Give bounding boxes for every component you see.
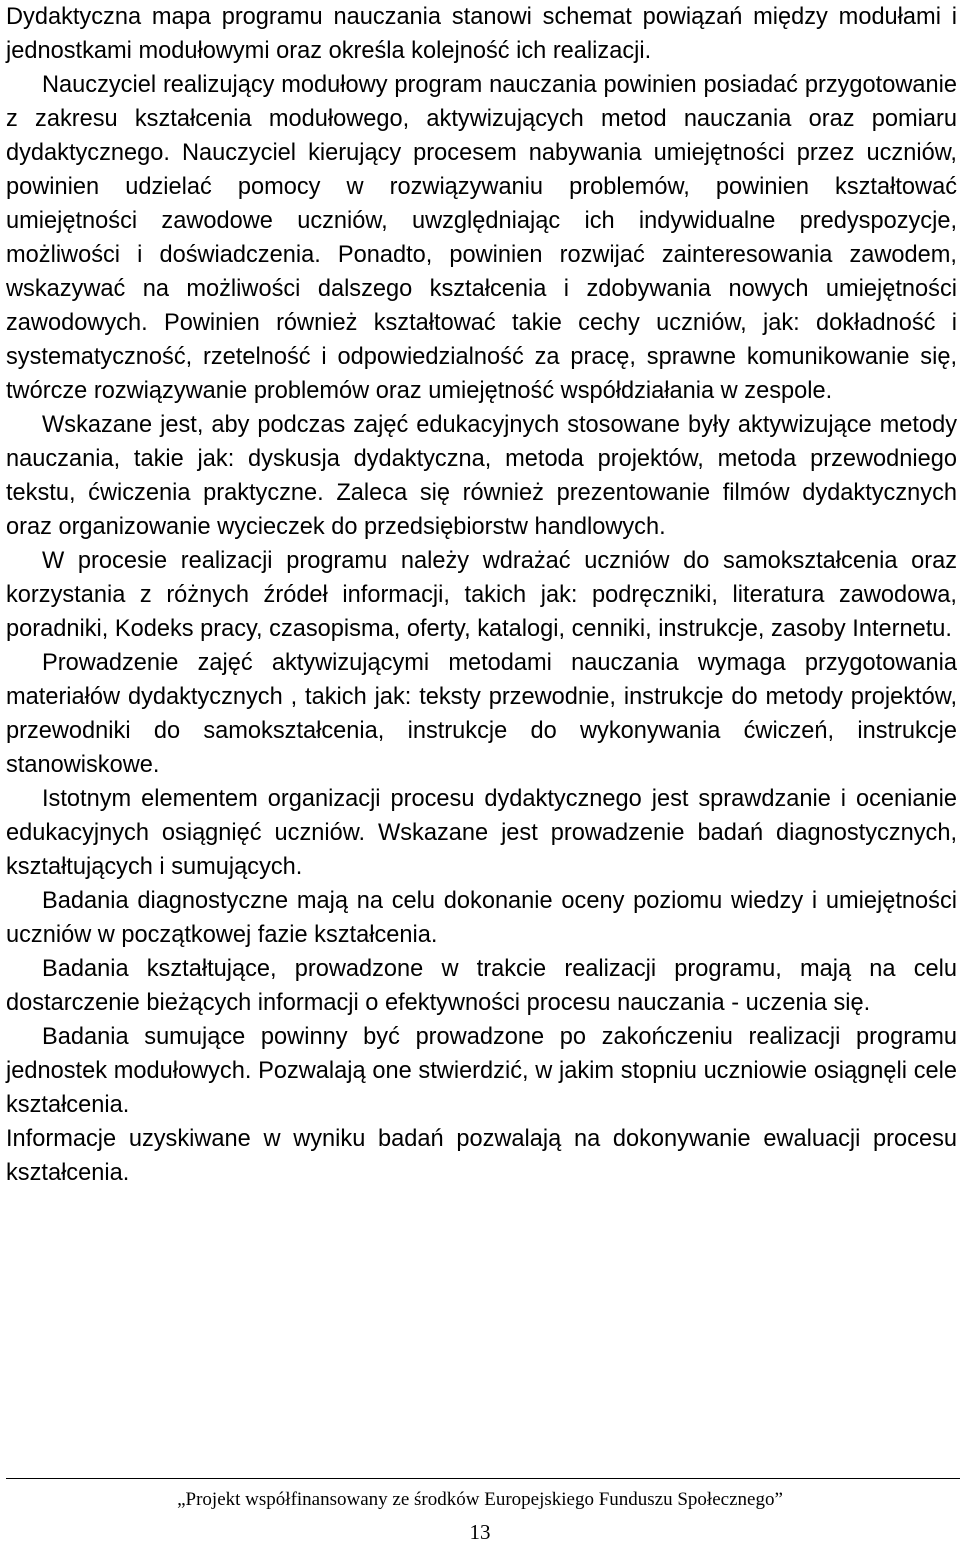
paragraph-teaching-materials: Prowadzenie zajęć aktywizującymi metodami nauczania wymaga przygotowania materiałów dydaktycznych , takich jak: teksty przewodnie, instrukcje do metody projektów, przewodniki do samokształcenia, instrukcje do wykonywania ćwiczeń, instrukcje stanowiskowe.: [6, 650, 957, 778]
page-body: [6, 0, 957, 1190]
paragraph-assessment: Istotnym elementem organizacji procesu dydaktycznego jest sprawdzanie i ocenianie edukacyjnych osiągnięć uczniów. Wskazane jest prowadzenie badań diagnostycznych, kształtujących i sumujących.: [6, 786, 957, 880]
paragraph-formative-tests: Badania kształtujące, prowadzone w trakcie realizacji programu, mają na celu dostarczenie bieżących informacji o efektywności procesu nauczania - uczenia się.: [6, 956, 957, 1016]
paragraph-summative-tests: Badania sumujące powinny być prowadzone po zakończeniu realizacji programu jednostek modułowych. Pozwalają one stwierdzić, w jakim stopniu uczniowie osiągnęli cele kształcenia.: [6, 1024, 957, 1118]
page-number: 13: [469, 1520, 491, 1544]
footer-divider: [6, 1478, 960, 1479]
paragraph-didactic-map: Dydaktyczna mapa programu nauczania stanowi schemat powiązań między modułami i jednostkami modułowymi oraz określa kolejność ich realizacji.: [6, 4, 957, 64]
footer-project-note: „Projekt współfinansowany ze środków Europejskiego Funduszu Społecznego”: [177, 1489, 783, 1510]
paragraph-self-education: W procesie realizacji programu należy wdrażać uczniów do samokształcenia oraz korzystania z różnych źródeł informacji, takich jak: podręczniki, literatura zawodowa, poradniki, Kodeks pracy, czasopisma, oferty, katalogi, cenniki, instrukcje, zasoby Internetu.: [6, 548, 957, 642]
paragraph-teacher-qualifications: Nauczyciel realizujący modułowy program nauczania powinien posiadać przygotowanie z zakresu kształcenia modułowego, aktywizujących metod nauczania oraz pomiaru dydaktycznego. Nauczyciel kierujący procesem nabywania umiejętności przez uczniów, powinien udzielać pomocy w rozwiązywaniu problemów, powinien kształtować umiejętności zawodowe uczniów, uwzględniając ich indywidualne predyspozycje, możliwości i doświadczenia. Ponadto, powinien rozwijać zainteresowania zawodem, wskazywać na możliwości dalszego kształcenia i zdobywania nowych umiejętności zawodowych. Powinien również kształtować takie cechy uczniów, jak: dokładność i systematyczność, rzetelność i odpowiedzialność za pracę, sprawne komunikowanie się, twórcze rozwiązywanie problemów oraz umiejętność współdziałania w zespole.: [6, 72, 957, 404]
paragraph-evaluation: Informacje uzyskiwane w wyniku badań pozwalają na dokonywanie ewaluacji procesu kształcenia.: [6, 1126, 957, 1186]
paragraph-diagnostic-tests: Badania diagnostyczne mają na celu dokonanie oceny poziomu wiedzy i umiejętności uczniów w początkowej fazie kształcenia.: [6, 888, 957, 948]
paragraph-teaching-methods: Wskazane jest, aby podczas zajęć edukacyjnych stosowane były aktywizujące metody nauczania, takie jak: dyskusja dydaktyczna, metoda projektów, metoda przewodniego tekstu, ćwiczenia praktyczne. Zaleca się również prezentowanie filmów dydaktycznych oraz organizowanie wycieczek do przedsiębiorstw handlowych.: [6, 412, 957, 540]
